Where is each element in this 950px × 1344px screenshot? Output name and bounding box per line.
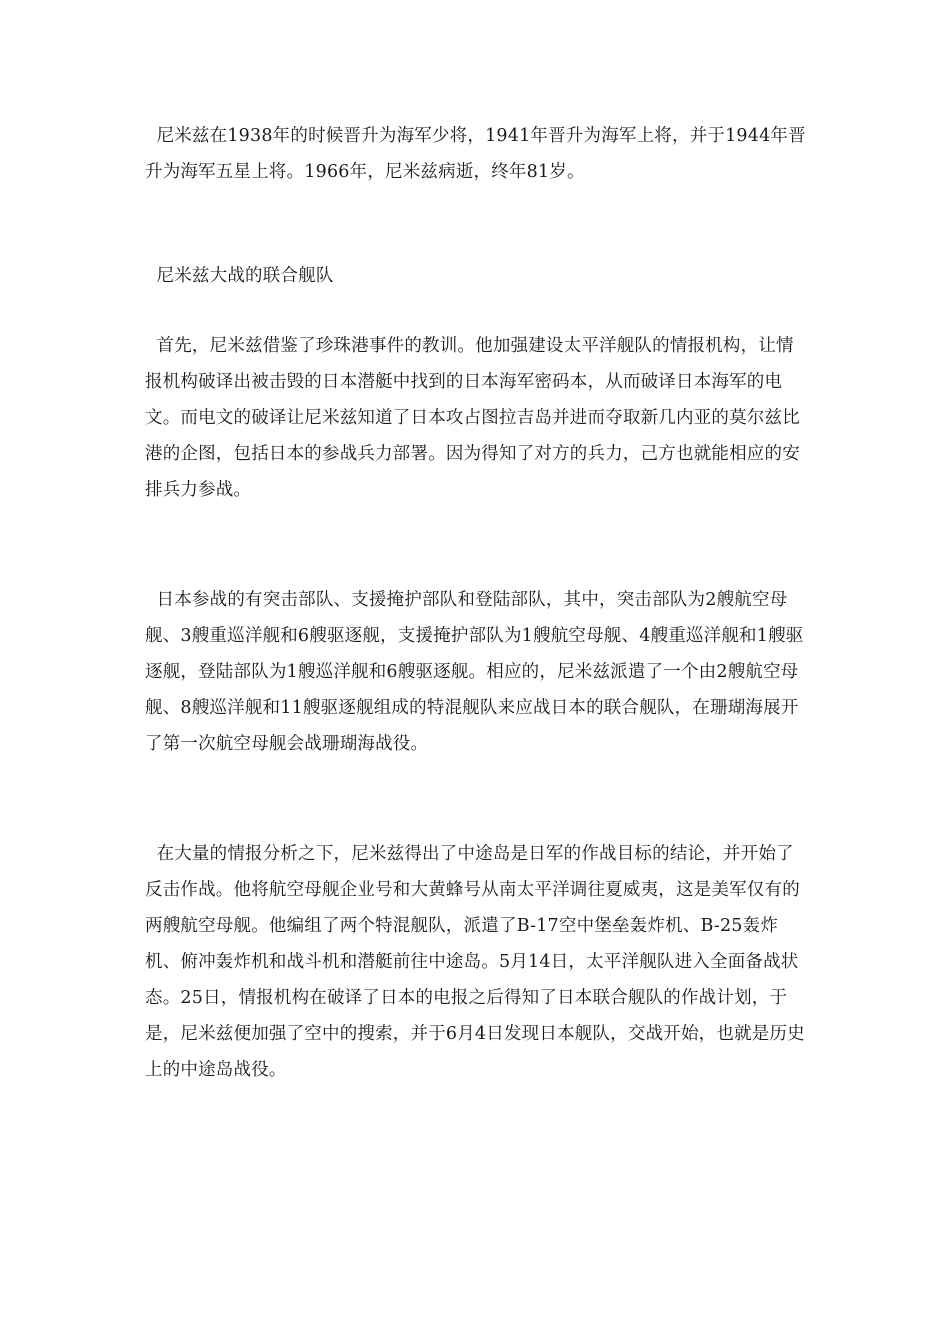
paragraph-midway: 在大量的情报分析之下，尼米兹得出了中途岛是日军的作战目标的结论，并开始了反击作战。他将航空母舰企业号和大黄蜂号从南太平洋调往夏威夷，这是美军仅有的两艘航空母舰。他编组了两个特混舰队，派遣了B-17空中堡垒轰炸机、B-25轰炸机、俯冲轰炸机和战斗机和潜艇前往中途岛。5月14日，太平洋舰队进入全面备战状态。25日，情报机构在破译了日本的电报之后得知了日本联合舰队的作战计划，于是，尼米兹便加强了空中的搜索，并于6月4日发现日本舰队，交战开始，也就是历史上的中途岛战役。 <box>145 844 805 1080</box>
paragraph-intelligence: 首先，尼米兹借鉴了珍珠港事件的教训。他加强建设太平洋舰队的情报机构，让情报机构破译出被击毁的日本潜艇中找到的日本海军密码本，从而破译日本海军的电文。而电文的破译让尼米兹知道了日本攻占图拉吉岛并进而夺取新几内亚的莫尔兹比港的企图，包括日本的参战兵力部署。因为得知了对方的兵力，己方也就能相应的安排兵力参战。 <box>145 336 800 500</box>
paragraph-coral-sea: 日本参战的有突击部队、支援掩护部队和登陆部队，其中，突击部队为2艘航空母舰、3艘重巡洋舰和6艘驱逐舰，支援掩护部队为1艘航空母舰、4艘重巡洋舰和1艘驱逐舰，登陆部队为1艘巡洋舰和6艘驱逐舰。相应的，尼米兹派遣了一个由2艘航空母舰、8艘巡洋舰和11艘驱逐舰组成的特混舰队来应战日本的联合舰队，在珊瑚海展开了第一次航空母舰会战珊瑚海战役。 <box>145 590 804 754</box>
paragraph-nimitz-promotions: 尼米兹在1938年的时候晋升为海军少将，1941年晋升为海军上将，并于1944年晋升为海军五星上将。1966年，尼米兹病逝，终年81岁。 <box>145 126 806 182</box>
section-heading: 尼米兹大战的联合舰队 <box>145 266 334 286</box>
